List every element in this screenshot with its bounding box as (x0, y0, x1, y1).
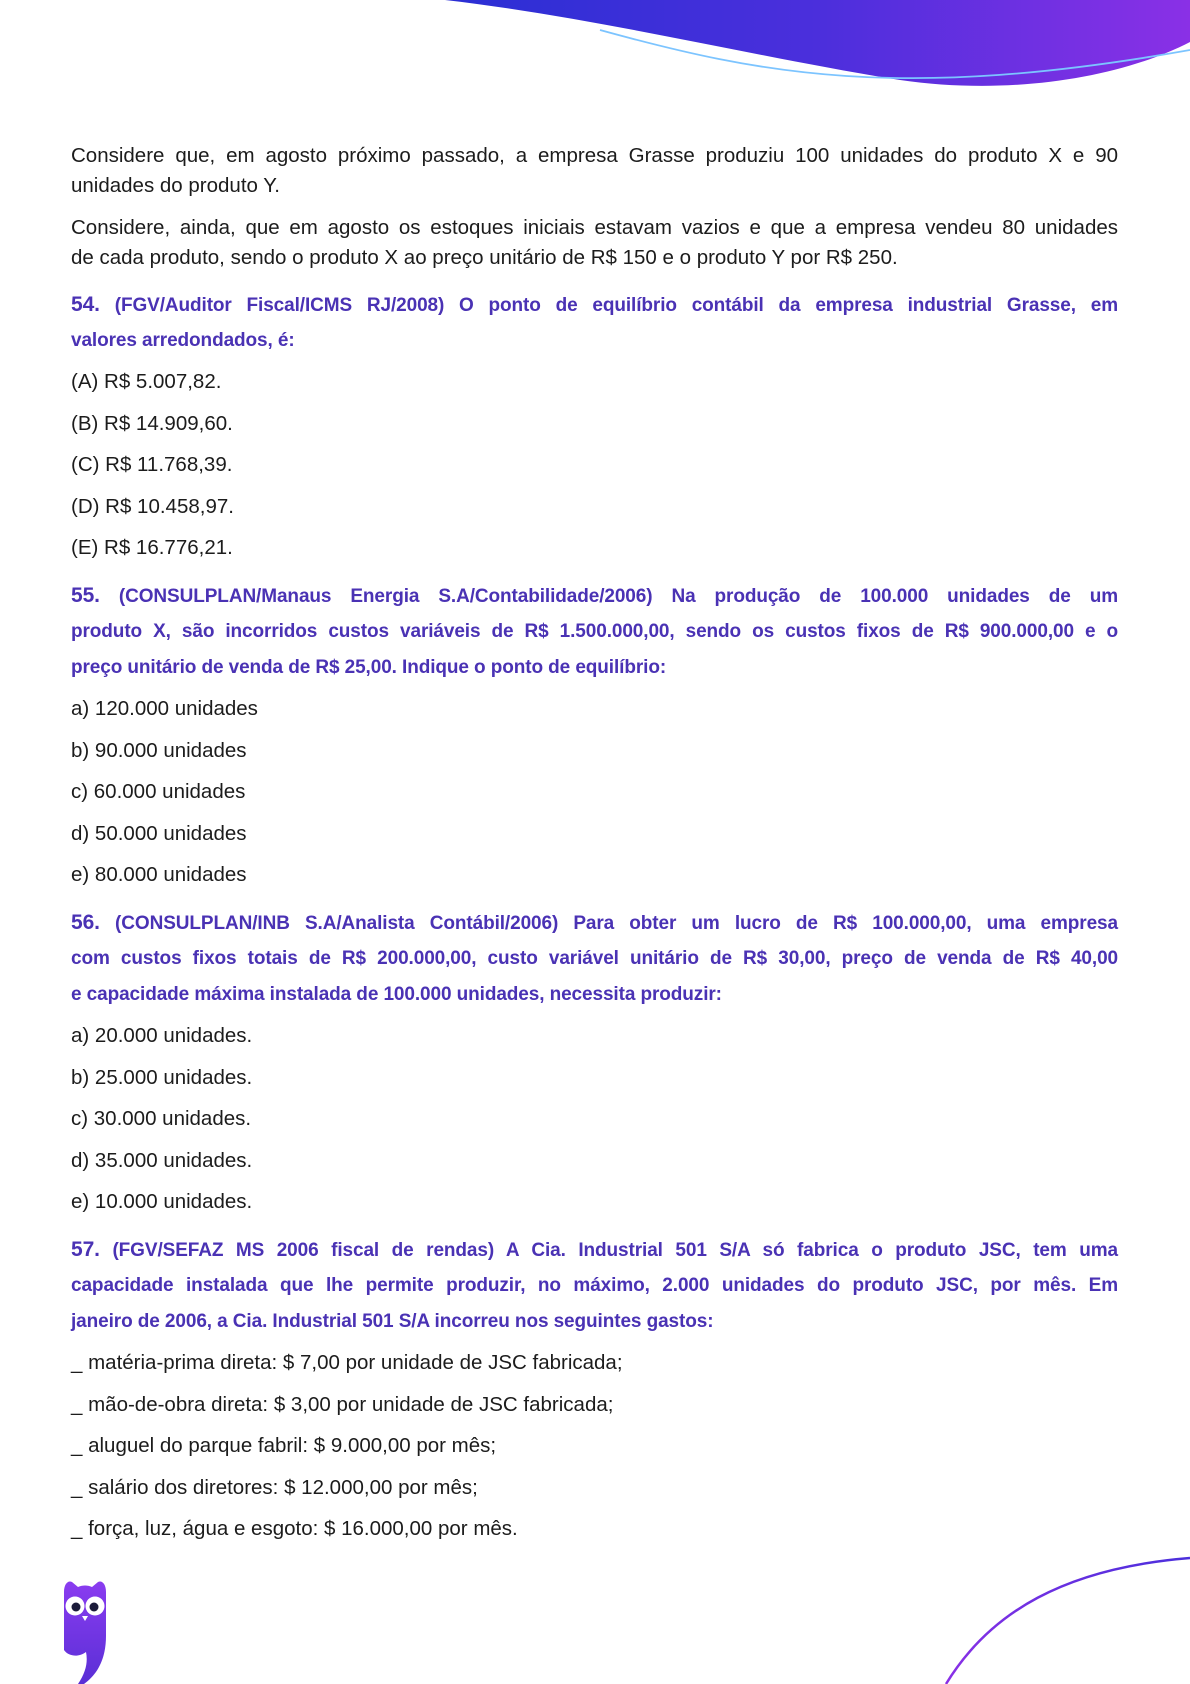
answer-option: c) 60.000 unidades (71, 780, 246, 803)
question-text-line: janeiro de 2006, a Cia. Industrial 501 S/A incorreu nos seguintes gastos: (71, 1311, 714, 1332)
intro-line: Considere que, em agosto próximo passado, a empresa Grasse produziu 100 unidades do produto X e 90 (71, 144, 1118, 167)
answer-option: e) 80.000 unidades (71, 863, 247, 886)
question-text-line (71, 578, 1118, 614)
expense-item: _ matéria-prima direta: $ 7,00 por unidade de JSC fabricada; (71, 1351, 623, 1374)
intro-line: unidades do produto Y. (71, 174, 280, 197)
intro-paragraph (71, 141, 1118, 201)
question-text-line: com custos fixos totais de R$ 200.000,00, custo variável unitário de R$ 30,00, preço de venda de R$ 40,00 (71, 948, 1118, 969)
question-text-line: produto X, são incorridos custos variáveis de R$ 1.500.000,00, sendo os custos fixos de R$ 900.000,00 e o (71, 621, 1118, 642)
option-list (71, 688, 1118, 896)
question-text-line: preço unitário de venda de R$ 25,00. Indique o ponto de equilíbrio: (71, 657, 667, 678)
intro-paragraph (71, 213, 1118, 273)
footer-curve-line (946, 1558, 1190, 1684)
question-56 (71, 905, 1118, 1013)
expense-item: _ mão-de-obra direta: $ 3,00 por unidade de JSC fabricada; (71, 1392, 614, 1416)
expense-item: _ força, luz, água e esgoto: $ 16.000,00 por mês. (71, 1517, 518, 1540)
question-number: 57. (71, 1238, 100, 1261)
answer-option: a) 20.000 unidades. (71, 1024, 253, 1047)
option-list (71, 1015, 1118, 1223)
answer-option: (B) R$ 14.909,60. (71, 411, 233, 435)
answer-option: c) 30.000 unidades. (71, 1107, 252, 1130)
footer-curve-decoration (0, 1540, 1190, 1684)
header-wave-decoration (0, 0, 1190, 110)
question-55 (71, 578, 1118, 686)
question-text: (CONSULPLAN/INB S.A/Analista Contábil/2006) Para obter um lucro de R$ 100.000,00, uma empresa (115, 913, 1118, 934)
answer-option: (E) R$ 16.776,21. (71, 536, 233, 559)
answer-option: a) 120.000 unidades (71, 697, 258, 720)
question-text-line: capacidade instalada que lhe permite produzir, no máximo, 2.000 unidades do produto JSC, por mês. Em (71, 1275, 1118, 1296)
question-number: 55. (71, 584, 100, 607)
expense-item: _ aluguel do parque fabril: $ 9.000,00 por mês; (71, 1434, 497, 1457)
answer-option: (C) R$ 11.768,39. (71, 453, 233, 476)
question-text: (CONSULPLAN/Manaus Energia S.A/Contabilidade/2006) Na produção de 100.000 unidades de um (118, 586, 1118, 607)
question-57 (71, 1232, 1118, 1340)
answer-option: (D) R$ 10.458,97. (71, 494, 234, 518)
question-text: (FGV/SEFAZ MS 2006 fiscal de rendas) A Cia. Industrial 501 S/A só fabrica o produto JSC, tem uma (112, 1240, 1118, 1261)
intro-line: de cada produto, sendo o produto X ao preço unitário de R$ 150 e o produto Y por R$ 250. (71, 246, 898, 269)
owl-logo-icon (58, 1578, 112, 1684)
question-54 (71, 287, 1118, 359)
intro-line: Considere, ainda, que em agosto os estoques iniciais estavam vazios e que a empresa vendeu 80 unidades (71, 216, 1118, 239)
answer-option: e) 10.000 unidades. (71, 1190, 253, 1213)
question-text: (FGV/Auditor Fiscal/ICMS RJ/2008) O ponto de equilíbrio contábil da empresa industrial Grasse, em (114, 295, 1118, 316)
option-list (71, 361, 1118, 569)
answer-option: (A) R$ 5.007,82. (71, 370, 222, 393)
question-text-line (71, 905, 1118, 941)
question-number: 56. (71, 911, 100, 934)
answer-option: b) 25.000 unidades. (71, 1065, 253, 1089)
question-text-line: e capacidade máxima instalada de 100.000 unidades, necessita produzir: (71, 984, 722, 1005)
question-number: 54. (71, 293, 100, 316)
question-text-line (71, 1232, 1118, 1268)
answer-option: d) 50.000 unidades (71, 821, 247, 845)
question-text-line: valores arredondados, é: (71, 330, 295, 351)
expense-list (71, 1342, 1118, 1550)
answer-option: d) 35.000 unidades. (71, 1148, 253, 1172)
answer-option: b) 90.000 unidades (71, 738, 247, 762)
expense-item: _ salário dos diretores: $ 12.000,00 por mês; (71, 1475, 478, 1499)
document-body (71, 141, 1118, 1550)
question-text-line (71, 287, 1118, 323)
